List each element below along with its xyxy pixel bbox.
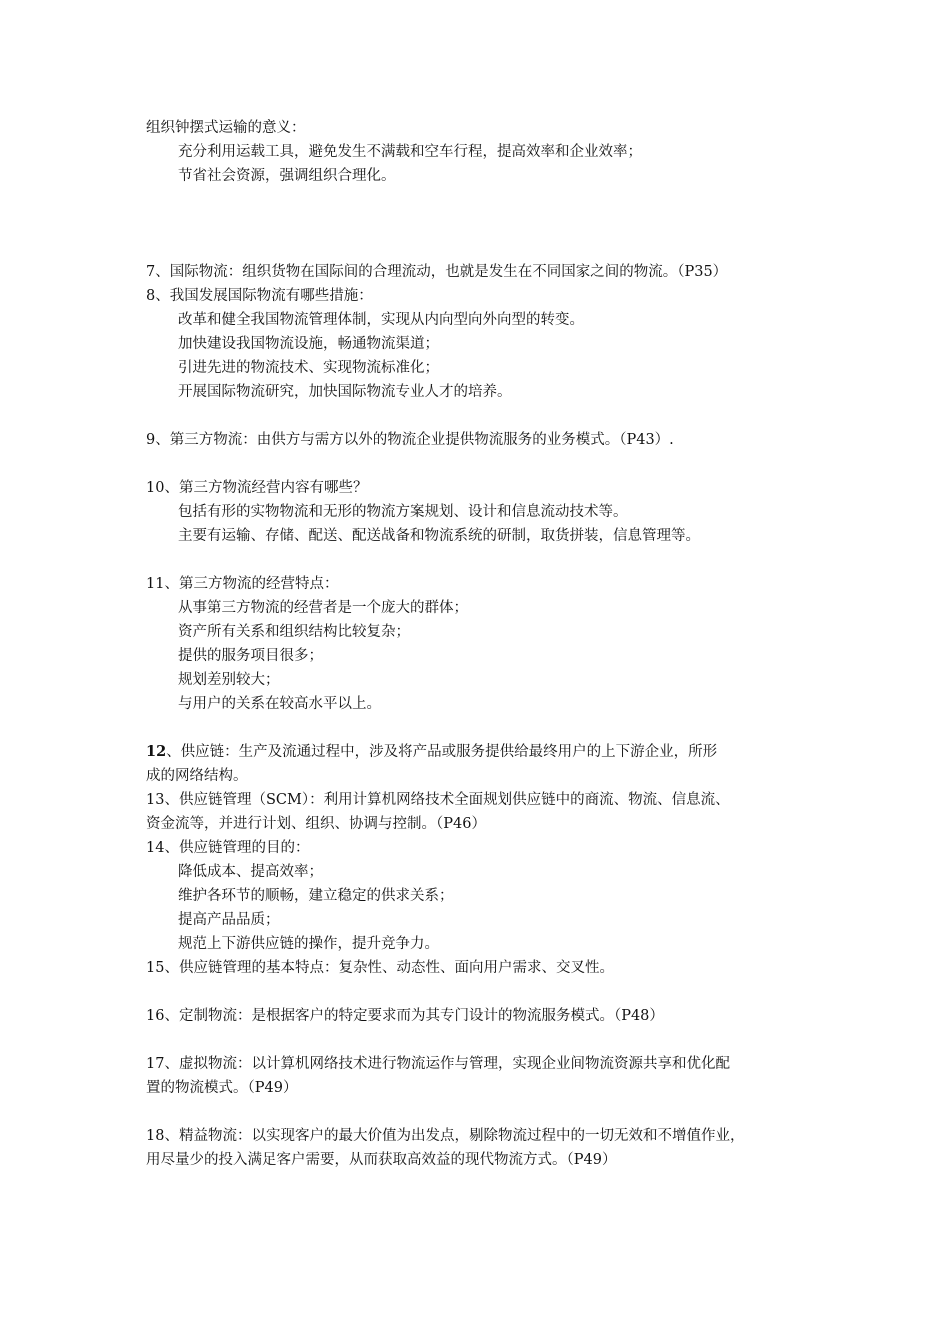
spacer [146, 188, 814, 236]
spacer [146, 980, 814, 1004]
list-item: 主要有运输、存储、配送、配送战备和物流系统的研制，取货拼装，信息管理等。 [178, 528, 700, 544]
definition-text-continued: 成的网络结构。 [146, 768, 248, 784]
list-item: 提高产品品质； [178, 912, 280, 928]
section-heading-10: 10、第三方物流经营内容有哪些？ [146, 480, 368, 496]
section-number: 12 [146, 743, 167, 760]
definition-text: 、供应链：生产及流通过程中，涉及将产品或服务提供给最终用户的上下游企业，所形 [166, 744, 718, 760]
spacer [146, 548, 814, 572]
list-item: 提供的服务项目很多； [178, 648, 323, 664]
definition-text-continued: 用尽量少的投入满足客户需要，从而获取高效益的现代物流方式。（P49） [146, 1152, 617, 1168]
spacer [146, 404, 814, 428]
definition-custom-logistics: 16、定制物流：是根据客户的特定要求而为其专门设计的物流服务模式。（P48） [146, 1008, 664, 1024]
document-body [146, 116, 814, 1172]
definition-lean-logistics: 18、精益物流：以实现客户的最大价值为出发点，剔除物流过程中的一切无效和不增值作业， [146, 1128, 745, 1144]
list-item: 降低成本、提高效率； [178, 864, 323, 880]
list-item: 与用户的关系在较高水平以上。 [178, 696, 381, 712]
list-item: 充分利用运载工具，避免发生不满载和空车行程，提高效率和企业效率； [178, 144, 642, 160]
list-item: 加快建设我国物流设施，畅通物流渠道； [178, 336, 439, 352]
definition-virtual-logistics: 17、虚拟物流：以计算机网络技术进行物流运作与管理，实现企业间物流资源共享和优化配 [146, 1056, 730, 1072]
spacer [146, 236, 814, 260]
definition-supply-chain [146, 740, 814, 764]
spacer [146, 716, 814, 740]
definition-text-continued: 置的物流模式。（P49） [146, 1080, 298, 1096]
definition-international-logistics: 7、国际物流：组织货物在国际间的合理流动，也就是发生在不同国家之间的物流。（P35） [146, 264, 728, 280]
list-item: 规划差别较大； [178, 672, 280, 688]
list-item: 维护各环节的顺畅，建立稳定的供求关系； [178, 888, 454, 904]
spacer [146, 452, 814, 476]
list-item: 引进先进的物流技术、实现物流标准化； [178, 360, 439, 376]
section-heading-14: 14、供应链管理的目的： [146, 840, 310, 856]
list-item: 包括有形的实物物流和无形的物流方案规划、设计和信息流动技术等。 [178, 504, 628, 520]
definition-scm: 13、供应链管理（SCM）：利用计算机网络技术全面规划供应链中的商流、物流、信息流、 [146, 792, 730, 808]
list-item: 从事第三方物流的经营者是一个庞大的群体； [178, 600, 468, 616]
section-heading-8: 8、我国发展国际物流有哪些措施： [146, 288, 373, 304]
list-item: 规范上下游供应链的操作，提升竞争力。 [178, 936, 439, 952]
spacer [146, 1028, 814, 1052]
section-heading-15: 15、供应链管理的基本特点：复杂性、动态性、面向用户需求、交叉性。 [146, 960, 614, 976]
definition-text-continued: 资金流等，并进行计划、组织、协调与控制。（P46） [146, 816, 486, 832]
section-heading-11: 11、第三方物流的经营特点： [146, 576, 339, 592]
definition-third-party-logistics: 9、第三方物流：由供方与需方以外的物流企业提供物流服务的业务模式。（P43）. [146, 432, 674, 448]
list-item: 改革和健全我国物流管理体制，实现从内向型向外向型的转变。 [178, 312, 584, 328]
list-item: 节省社会资源，强调组织合理化。 [178, 168, 396, 184]
list-item: 开展国际物流研究，加快国际物流专业人才的培养。 [178, 384, 512, 400]
list-item: 资产所有关系和组织结构比较复杂； [178, 624, 410, 640]
section-heading-pendulum: 组织钟摆式运输的意义： [146, 120, 306, 136]
spacer [146, 1100, 814, 1124]
